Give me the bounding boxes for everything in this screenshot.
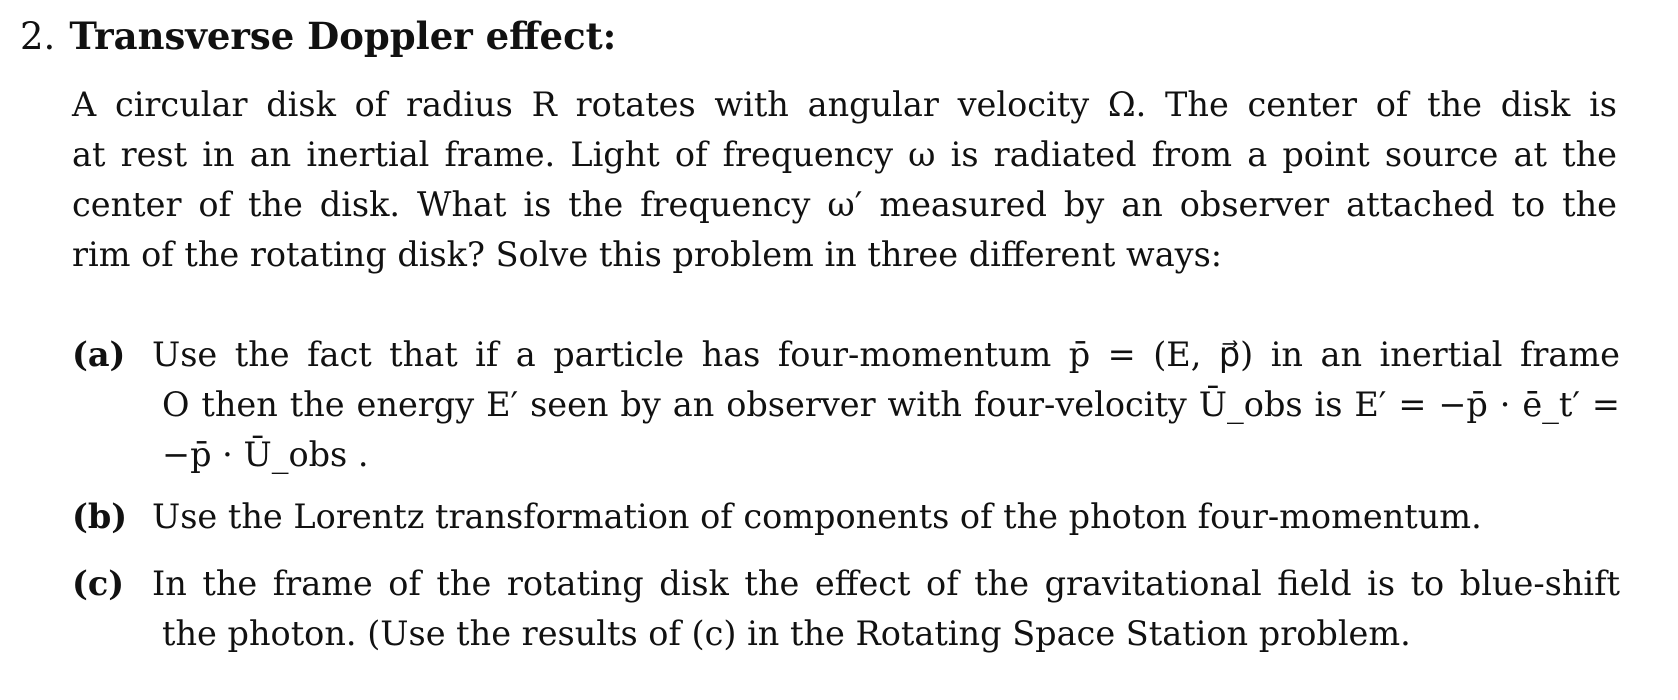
problem-number: 2.: [20, 15, 56, 58]
problem-heading: [20, 12, 616, 61]
part-b: [72, 492, 1620, 542]
part-body: [152, 559, 1620, 659]
part-line: In the frame of the rotating disk the effect of the gravitational field is to blue-shift: [152, 564, 1620, 603]
part-a: [72, 330, 1620, 475]
statement-line: rim of the rotating disk? Solve this problem in three different ways:: [72, 235, 1223, 274]
parts-list: [72, 330, 1620, 676]
statement-line: A circular disk of radius R rotates with angular velocity Ω. The center of the disk is: [72, 85, 1617, 124]
problem-statement: [72, 80, 1617, 280]
statement-line: center of the disk. What is the frequency ω′ measured by an observer attached to the: [72, 185, 1617, 224]
part-line: Use the fact that if a particle has four-momentum p̄ = (E, p⃗) in an inertial frame: [152, 335, 1620, 374]
part-line: the photon. (Use the results of (c) in the Rotating Space Station problem.: [162, 614, 1411, 653]
part-body: [152, 492, 1620, 542]
part-line: −p̄ · Ū_obs .: [162, 435, 369, 474]
problem-title: Transverse Doppler effect:: [69, 14, 617, 58]
part-c: [72, 559, 1620, 659]
part-label: (c): [72, 564, 125, 603]
part-body: [152, 330, 1620, 480]
part-label: (a): [72, 335, 126, 374]
part-line: O then the energy E′ seen by an observer with four-velocity Ū_obs is E′ = −p̄ · ē_t′ =: [162, 385, 1620, 424]
statement-line: at rest in an inertial frame. Light of frequency ω is radiated from a point source at the: [72, 135, 1617, 174]
part-line: Use the Lorentz transformation of components of the photon four-momentum.: [152, 497, 1482, 536]
part-label: (b): [72, 497, 128, 536]
